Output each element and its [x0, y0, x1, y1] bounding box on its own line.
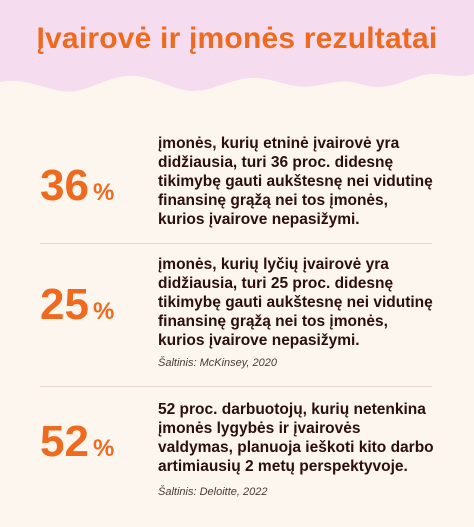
- divider-1: [40, 243, 432, 244]
- stat-text-2: įmonės, kurių lyčių įvairovė yra didžiausia, turi 25 proc. didesnę tikimybę gauti aukštesnę nei vidutinę finansinę grąžą nei tos įmonės, kurios įvairove nepasižymi.: [158, 256, 433, 349]
- header-banner: [0, 0, 474, 110]
- stat-text-3: 52 proc. darbuotojų, kurių netenkina įmonės lygybės ir įvairovės valdymas, planuoja ieškoti kito darbo artimiausių 2 metų perspektyvoje.: [158, 401, 434, 475]
- stat-row-1: [40, 128, 432, 238]
- page-title: Įvairovė ir įmonės rezultatai: [36, 22, 438, 55]
- stat-row-2: [40, 253, 432, 383]
- stat-number: 36: [40, 161, 89, 210]
- stat-number: 25: [40, 280, 89, 329]
- divider-2: [40, 386, 432, 387]
- stat-unit: %: [92, 179, 115, 206]
- stat-text-1: įmonės, kurių etninė įvairovė yra didžiausia, turi 36 proc. didesnę tikimybę gauti aukštesnę nei vidutinę finansinę grąžą nei tos įmonės, kurios įvairove nepasižymi.: [158, 135, 433, 228]
- stat-unit: %: [92, 298, 115, 325]
- stat-row-3: [40, 396, 432, 516]
- stat-number: 52: [40, 417, 89, 466]
- stat-value-3: [40, 417, 155, 471]
- stat-value-2: [40, 280, 155, 334]
- stat-source-3: Šaltinis: Deloitte, 2022: [158, 486, 268, 498]
- stat-value-1: [40, 161, 155, 215]
- stat-unit: %: [92, 435, 115, 462]
- stat-source-2: Šaltinis: McKinsey, 2020: [158, 357, 278, 369]
